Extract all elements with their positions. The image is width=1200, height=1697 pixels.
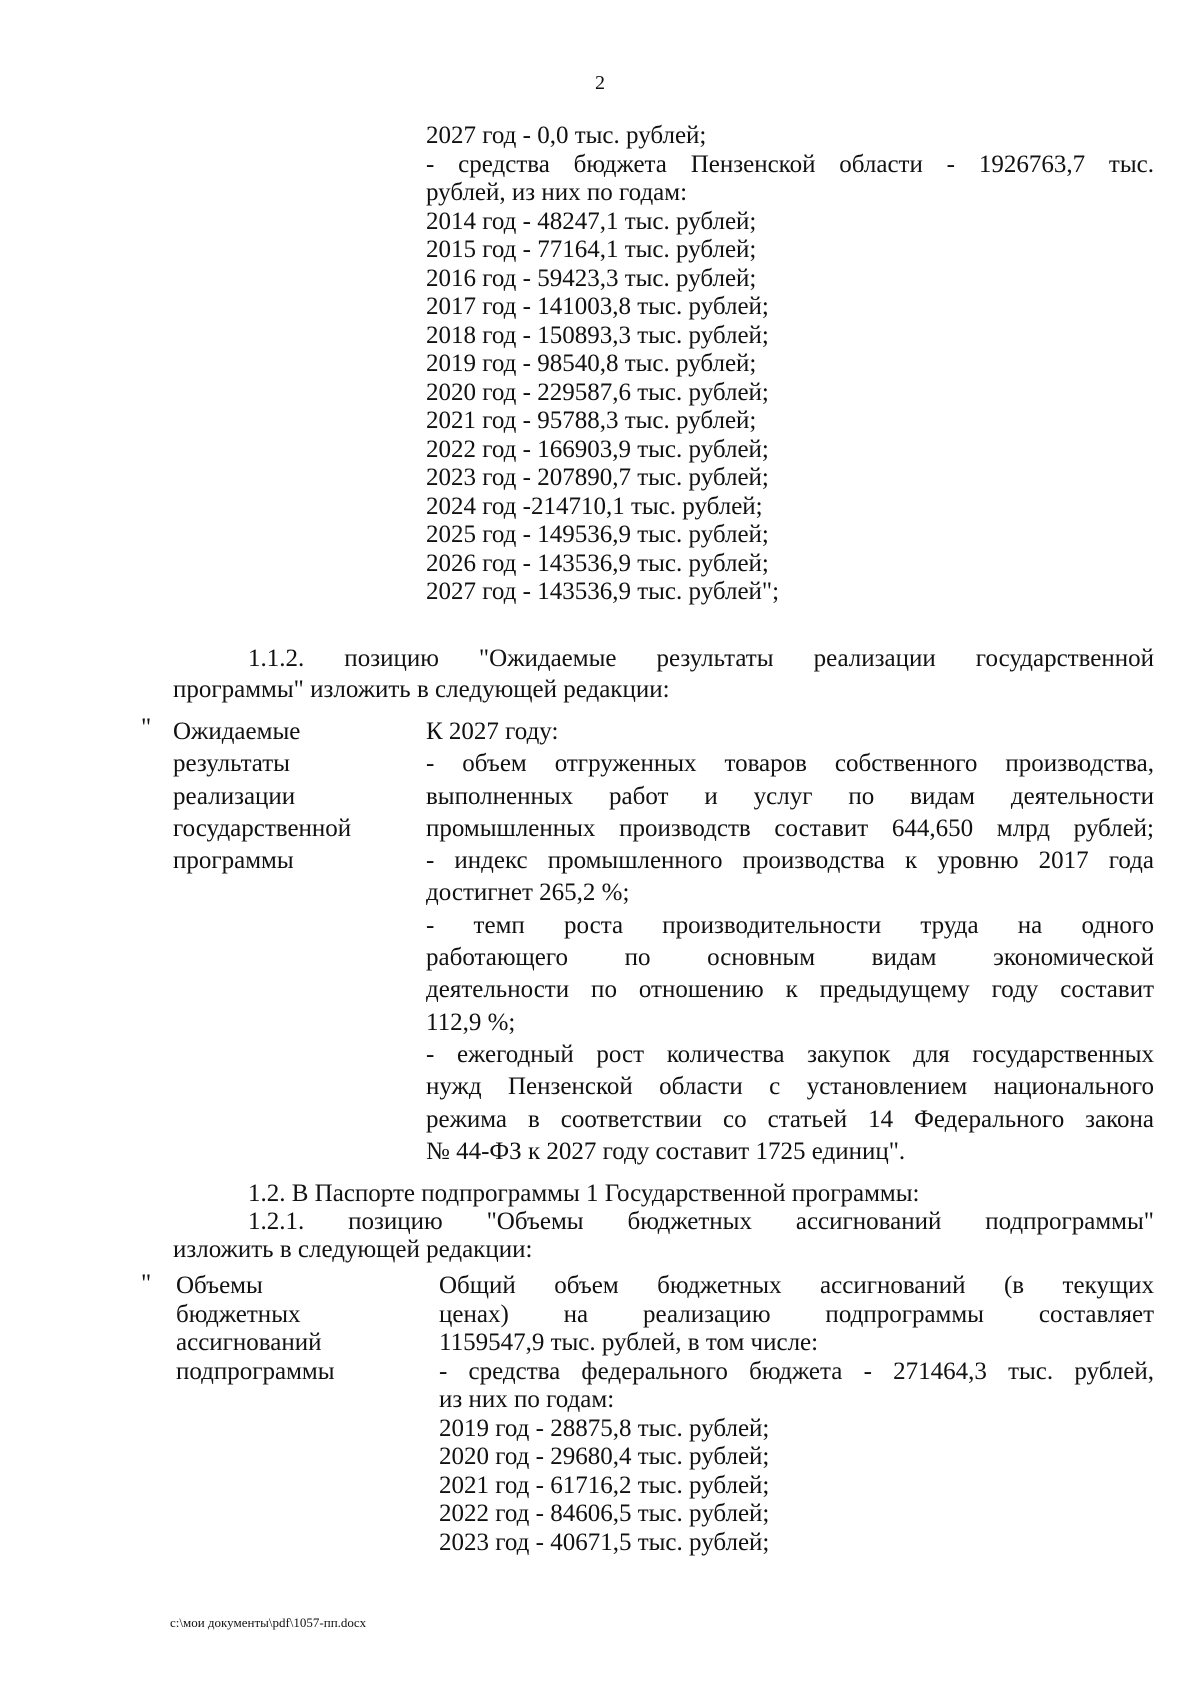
text-line: 1.2.1. позицию "Объемы бюджетных ассигнований подпрограммы" [248,1208,1154,1235]
value-line: работающего по основным видам экономической [426,944,1154,972]
value-line: из них по годам: [439,1386,615,1413]
text-line: 2017 год - 141003,8 тыс. рублей; [426,293,769,320]
text-line: 2014 год - 48247,1 тыс. рублей; [426,207,757,235]
text-line: 2021 год - 95788,3 тыс. рублей; [426,407,757,434]
value-line: - ежегодный рост количества закупок для государственных [426,1040,1154,1068]
label-line: Объемы [176,1272,263,1299]
footer-file-path: c:\мои документы\pdf\1057-пп.docx [170,1615,367,1630]
paragraph-1-2 [248,1180,1154,1208]
value-line: - объем отгруженных товаров собственного производства, [426,750,1154,778]
budget-label-column [176,1272,426,1386]
text-line: 2026 год - 143536,9 тыс. рублей; [426,549,769,577]
value-line: выполненных работ и услуг по видам деятельности [426,782,1154,810]
label-line: подпрограммы [176,1357,335,1385]
value-line: - индекс промышленного производства к уровню 2017 года [426,847,1154,875]
text-line: 2018 год - 150893,3 тыс. рублей; [426,321,769,349]
value-line: 2020 год - 29680,4 тыс. рублей; [439,1443,770,1470]
value-line: 2019 год - 28875,8 тыс. рублей; [439,1414,770,1442]
paragraph-1-1-2 [173,643,1154,705]
text-line: 1.1.2. позицию "Ожидаемые результаты реализации государственной [248,645,1154,672]
value-line: режима в соответствии со статьей 14 Федерального закона [426,1105,1154,1133]
text-line: программы" изложить в следующей редакции: [173,676,670,703]
text-line: 2027 год - 0,0 тыс. рублей; [426,122,707,149]
text-line: 2019 год - 98540,8 тыс. рублей; [426,350,757,377]
text-line: 2024 год -214710,1 тыс. рублей; [426,492,763,520]
text-line: - средства бюджета Пензенской области - 1926763,7 тыс. [426,150,1154,178]
label-line: Ожидаемые [173,718,301,745]
value-line: К 2027 году: [426,718,559,745]
label-line: ассигнований [176,1329,322,1356]
page-number: 2 [595,72,605,94]
text-line: 2027 год - 143536,9 тыс. рублей"; [426,578,780,605]
text-line: 2020 год - 229587,6 тыс. рублей; [426,378,769,406]
value-line: 1159547,9 тыс. рублей, в том числе: [439,1329,819,1356]
text-line: рублей, из них по годам: [426,179,688,206]
text-line: 2016 год - 59423,3 тыс. рублей; [426,264,757,292]
opening-quote: " [141,1270,152,1297]
text-line: 1.2. В Паспорте подпрограммы 1 Государственной программы: [248,1180,920,1207]
label-line: результаты [173,750,290,778]
label-line: программы [173,847,294,875]
value-line: 112,9 %; [426,1008,516,1036]
label-line: государственной [173,814,352,842]
label-line: бюджетных [176,1300,301,1328]
value-line: 2021 год - 61716,2 тыс. рублей; [439,1471,770,1499]
value-line: 2022 год - 84606,5 тыс. рублей; [439,1500,770,1527]
value-line: промышленных производств составит 644,650 млрд рублей; [426,814,1154,842]
budget-value-column [439,1272,1154,1557]
text-line: 2025 год - 149536,9 тыс. рублей; [426,521,769,548]
text-line: 2023 год - 207890,7 тыс. рублей; [426,464,769,491]
funding-by-years-block [426,122,1154,607]
value-line: Общий объем бюджетных ассигнований (в текущих [439,1272,1154,1299]
value-line: № 44-ФЗ к 2027 году составит 1725 единиц". [426,1137,906,1165]
label-line: реализации [173,782,296,810]
text-line: изложить в следующей редакции: [173,1236,533,1263]
text-line: 2015 год - 77164,1 тыс. рублей; [426,236,757,263]
results-label-column [173,716,423,877]
value-line: - темп роста производительности труда на одного [426,911,1154,939]
value-line: 2023 год - 40671,5 тыс. рублей; [439,1528,770,1556]
results-value-column [426,716,1154,1168]
value-line: ценах) на реализацию подпрограммы составляет [439,1300,1154,1328]
opening-quote: " [141,714,152,741]
text-line: 2022 год - 166903,9 тыс. рублей; [426,435,769,463]
value-line: деятельности по отношению к предыдущему году составит [426,976,1154,1004]
value-line: достигнет 265,2 %; [426,879,630,907]
value-line: - средства федерального бюджета - 271464,3 тыс. рублей, [439,1357,1154,1385]
value-line: нужд Пензенской области с установлением национального [426,1073,1154,1101]
paragraph-1-2-1 [173,1208,1154,1264]
